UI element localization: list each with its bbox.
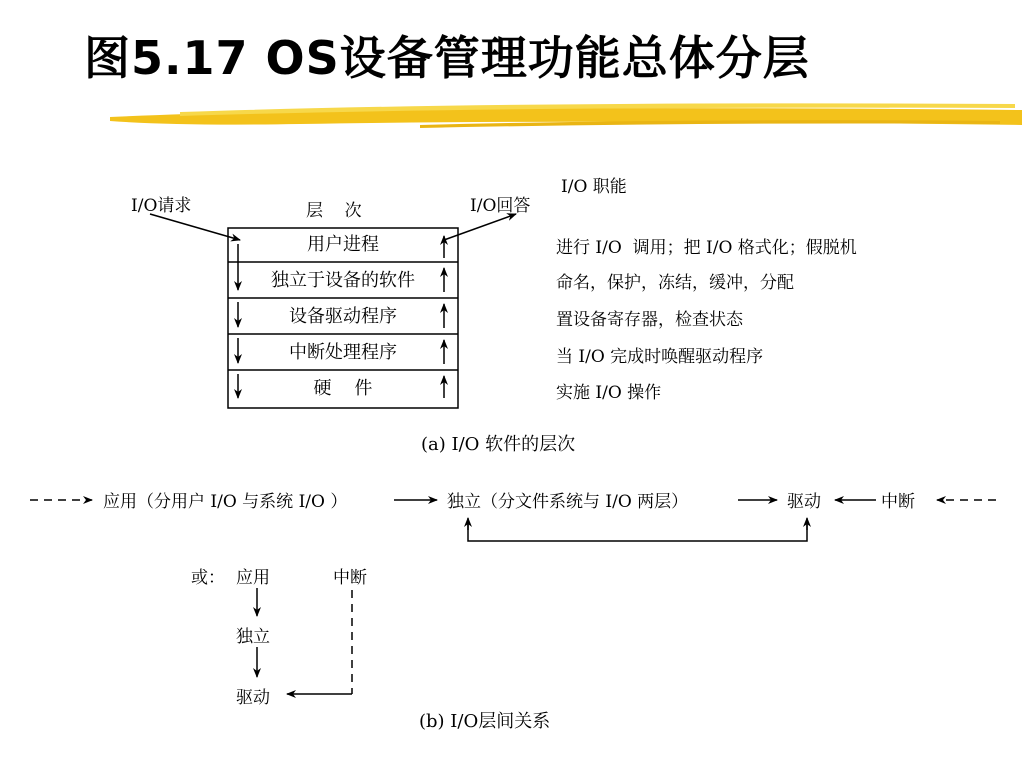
function-interrupt-handler: 当 I/O 完成时唤醒驱动程序 xyxy=(556,347,764,367)
layer-hardware: 硬 件 xyxy=(313,378,373,399)
page-title: 图5.17 OS设备管理功能总体分层 xyxy=(84,31,810,85)
layer-user-process: 用户进程 xyxy=(307,234,379,255)
alt-driver: 驱动 xyxy=(236,688,270,708)
alt-arrows xyxy=(257,588,352,694)
layer-interrupt-handler: 中断处理程序 xyxy=(289,342,397,363)
layer-header: 层 次 xyxy=(306,201,362,221)
function-device-independent: 命名，保护，冻结，缓冲，分配 xyxy=(556,273,794,293)
layer-device-independent-software: 独立于设备的软件 xyxy=(271,270,415,291)
title-underline xyxy=(110,103,1022,128)
alt-independent: 独立 xyxy=(236,627,270,647)
caption-a: (a) I/O 软件的层次 xyxy=(421,434,576,455)
function-user-process: 进行 I/O 调用；把 I/O 格式化；假脱机 xyxy=(556,238,857,258)
io-answer-label: I/O回答 xyxy=(470,196,531,216)
function-hardware: 实施 I/O 操作 xyxy=(556,383,662,403)
flow-driver: 驱动 xyxy=(787,492,821,512)
alt-app: 应用 xyxy=(236,568,270,588)
flow-independent: 独立（分文件系统与 I/O 两层） xyxy=(447,492,689,512)
flow-interrupt: 中断 xyxy=(881,492,915,512)
alt-interrupt: 中断 xyxy=(333,568,367,588)
alt-prefix: 或： xyxy=(191,568,225,588)
function-device-driver: 置设备寄存器，检查状态 xyxy=(556,310,743,330)
io-functions-header: I/O 职能 xyxy=(561,177,627,197)
caption-b: (b) I/O层间关系 xyxy=(419,711,551,732)
layer-device-driver: 设备驱动程序 xyxy=(289,306,397,327)
request-arrows xyxy=(150,214,240,398)
io-request-label: I/O请求 xyxy=(131,196,192,216)
flow-app: 应用（分用户 I/O 与系统 I/O ） xyxy=(103,492,348,512)
